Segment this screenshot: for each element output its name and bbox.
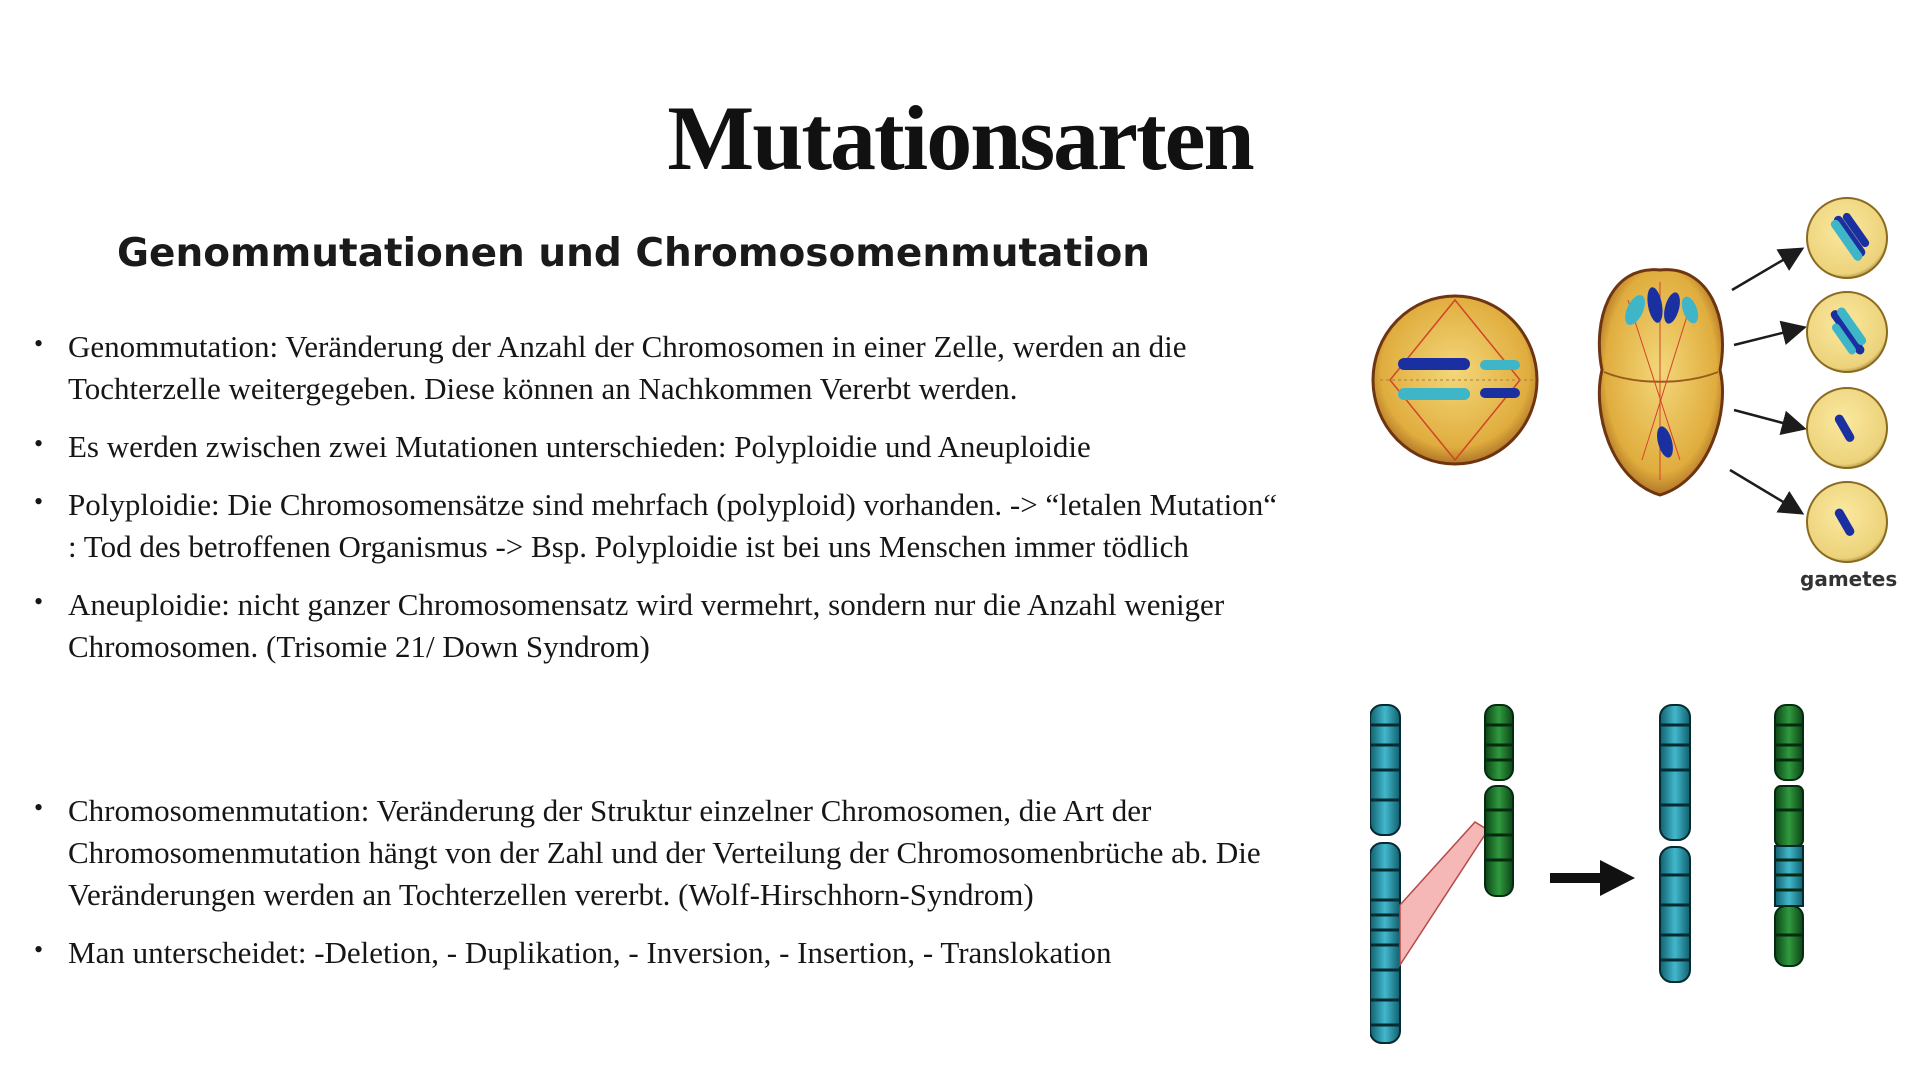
bullet-polyploidy: • Polyploidie: Die Chromosomensätze sind mehrfach (polyploid) vorhanden. -> “letalen Mutation“ : Tod des betroffenen Organismus -> Bsp. Polyploidie ist bei uns Menschen immer tödlich (34, 484, 1284, 568)
genome-mutation-bullets (34, 326, 1284, 684)
arrow-to-gamete-1 (1732, 250, 1800, 290)
chromosome-mutation-bullets (34, 790, 1284, 990)
gamete-2 (1807, 292, 1887, 372)
bullet-aneuploidy: • Aneuploidie: nicht ganzer Chromosomensatz wird vermehrt, sondern nur die Anzahl weniger Chromosomen. (Trisomie 21/ Down Syndrom) (34, 584, 1284, 668)
arrow-to-gamete-4 (1730, 470, 1800, 512)
slide-title: Mutationsarten (667, 87, 1253, 189)
arrow-to-gamete-2 (1734, 328, 1802, 345)
gametes-label: gametes (1800, 567, 1898, 591)
chromosome-green-original (1485, 705, 1513, 896)
arrow-to-gamete-3 (1734, 410, 1802, 428)
gamete-3 (1807, 388, 1887, 468)
section-subtitle: Genommutationen und Chromosomenmutation (117, 231, 1151, 276)
gamete-4 (1807, 482, 1887, 562)
cell-division-illustration (1360, 190, 1900, 600)
bullet-genome-definition: • Genommutation: Veränderung der Anzahl der Chromosomen in einer Zelle, werden an die Tochterzelle weitergegeben. Diese können an Nachkommen Vererbt werden. (34, 326, 1284, 410)
bullet-chromosome-definition: • Chromosomenmutation: Veränderung der Struktur einzelner Chromosomen, die Art der Chromosomenmutation hängt von der Zahl und der Verteilung der Chromosomenbrüche ab. Die Veränderungen werden an Tochterzellen vererbt. (Wolf-Hirschhorn-Syndrom) (34, 790, 1284, 916)
transition-arrow (1550, 860, 1635, 896)
bullet-mutation-types: • Man unterscheidet: -Deletion, - Duplikation, - Inversion, - Insertion, - Translokation (34, 932, 1284, 974)
translocation-segment (1400, 822, 1488, 965)
dividing-cell (1599, 270, 1722, 495)
chromosome-translocation-illustration (1370, 700, 1850, 1060)
bullet-two-mutations: • Es werden zwischen zwei Mutationen unterschieden: Polyploidie und Aneuploidie (34, 426, 1284, 468)
chromosome-teal-result (1660, 705, 1690, 982)
chromosome-green-result (1775, 705, 1803, 966)
metaphase-cell (1373, 296, 1537, 464)
chromosome-teal-original (1370, 705, 1400, 1043)
gamete-1 (1807, 198, 1887, 278)
